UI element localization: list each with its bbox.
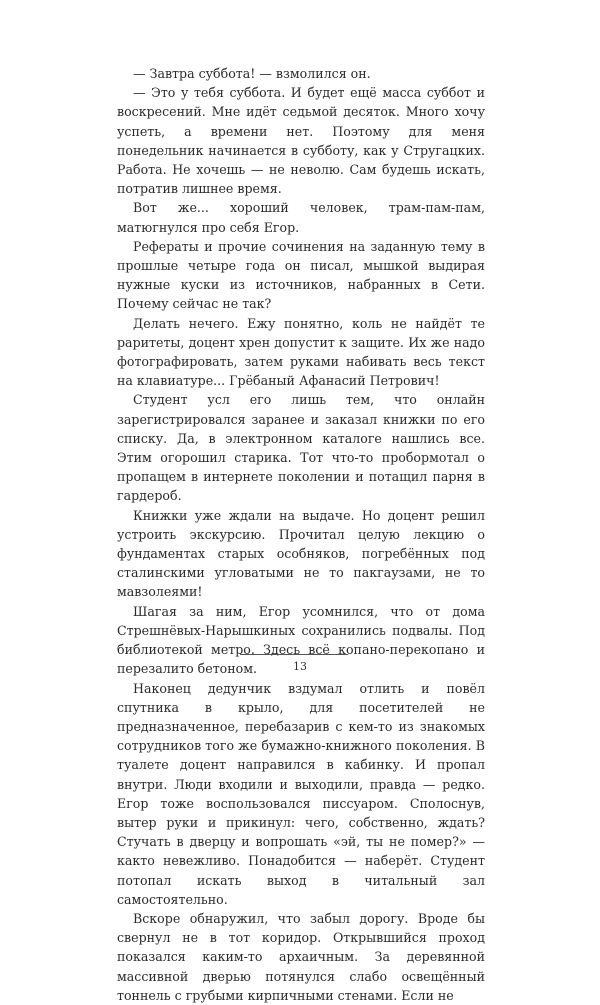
paragraph: — Завтра суббота! — взмолился он. [133,66,371,81]
body-text [117,64,485,1005]
page-number: 13 [293,660,307,673]
paragraph: Вскоре обнаружил, что забыл дорогу. Вроде бы свернул не в тот коридор. Открывшийся проход показался каким-то архаичным. За деревянной массивной дверью потянулся слабо освещённый тоннель с грубыми кирпичными стенами. Если не [117,910,485,1003]
paragraph: Делать нечего. Ежу понятно, коль не найдёт те раритеты, доцент хрен допустит к защите. Их же надо фотографировать, затем руками набивать весь текст на клавиатуре... Грёбаный Афанасий Петрович! [117,315,485,389]
paragraph: Студент усл его лишь тем, что онлайн зарегистрировался заранее и заказал книжки по его списку. Да, в электронном каталоге нашлись все. Этим огорошил старика. Тот что-то пробормотал о пропащем в интернете поколении и потащил парня в гардероб. [117,392,485,504]
paragraph: Шагая за ним, Егор усомнился, что от дома Стрешнёвых-Нарышкиных сохранились подвалы. Под библиотекой метро. Здесь всё копано-перекопано и перезалито бетоном. [117,603,485,677]
paragraph: Рефераты и прочие сочинения на заданную тему в прошлые четыре года он писал, мышкой выдирая нужные куски из источников, набранных в Сети. Почему сейчас не так? [117,238,485,312]
footer-rule [240,654,348,655]
paragraph: Наконец дедунчик вздумал отлить и повёл спутника в крыло, для посетителей не предназначенное, перебазарив с кем-то из знакомых сотрудников того же бумажно-книжного поколения. В туалете доцент направился в кабинку. И пропал внутри. Люди входили и выходили, правда — редко. Егор тоже воспользовался писсуаром. Сполоснув, вытер руки и прикинул: чего, собственно, ждать? Стучать в дверцу и вопрошать «эй, ты не помер?» — както невежливо. Понадобится — наберёт. Студент потопал искать выход в читальный зал самостоятельно. [117,680,485,907]
paragraph: Книжки уже ждали на выдаче. Но доцент решил устроить экскурсию. Прочитал целую лекцию о фундаментах старых особняков, погребённых под сталинскими угловатыми не то пакгаузами, не то мавзолеями! [117,507,485,600]
paragraph: Вот же... хороший человек, трам-пам-пам, матюгнулся про себя Егор. [117,200,485,235]
paragraph: — Это у тебя суббота. И будет ещё масса суббот и воскресений. Мне идёт седьмой десяток. Много хочу успеть, а времени нет. Поэтому для меня понедельник начинается в субботу, как у Стругацких. Работа. Не хочешь — не неволю. Сам будешь искать, потратив лишнее время. [117,85,485,197]
